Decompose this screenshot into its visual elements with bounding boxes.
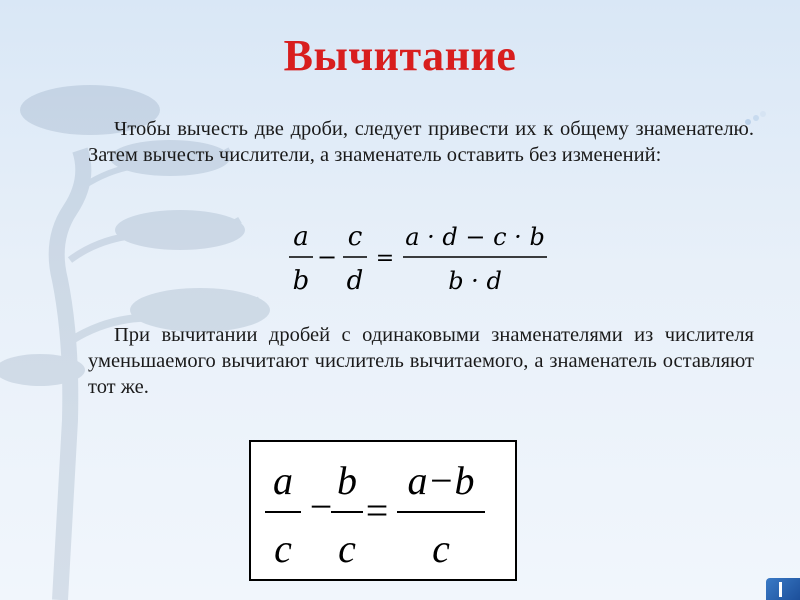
formula2-minus: − xyxy=(309,484,333,529)
formula1-frac1-denominator: b xyxy=(292,266,310,296)
formula1-result-numerator: a · d − c · b xyxy=(405,223,545,251)
formula2-frac2-numerator: b xyxy=(337,458,357,503)
slide-title: Вычитание xyxy=(283,31,517,80)
formula-same-denominator-box xyxy=(249,440,517,581)
formula2-frac1-denominator: c xyxy=(274,526,292,571)
formula2-result-numerator: a−b xyxy=(407,458,475,503)
formula1-frac2-denominator: d xyxy=(346,266,364,296)
formula2-frac1-numerator: a xyxy=(273,458,293,503)
formula1-frac1-numerator: a xyxy=(293,222,309,252)
paragraph-same-denominator-rule: При вычитании дробей с одинаковыми знаменателями из числителя уменьшаемого вычитают числитель вычитаемого, а знаменатель оставляют тот же. xyxy=(88,324,754,398)
formula2-frac2-denominator: c xyxy=(338,526,356,571)
formula-general-subtraction xyxy=(285,215,560,300)
formula1-equals: = xyxy=(375,246,395,271)
paragraph-general-rule: Чтобы вычесть две дроби, следует привести их к общему знаменателю. Затем вычесть числители, а знаменатель оставить без изменений: xyxy=(88,118,754,166)
formula1-result-denominator: b · d xyxy=(448,267,502,295)
corner-bar-icon xyxy=(779,582,782,597)
formula2-result-denominator: c xyxy=(432,526,450,571)
slide-nav-corner-button[interactable] xyxy=(766,578,800,600)
formula-same-denominator xyxy=(251,442,515,579)
formula1-minus: − xyxy=(316,243,338,271)
formula1-frac2-numerator: c xyxy=(347,222,363,252)
formula2-equals: = xyxy=(365,488,389,533)
